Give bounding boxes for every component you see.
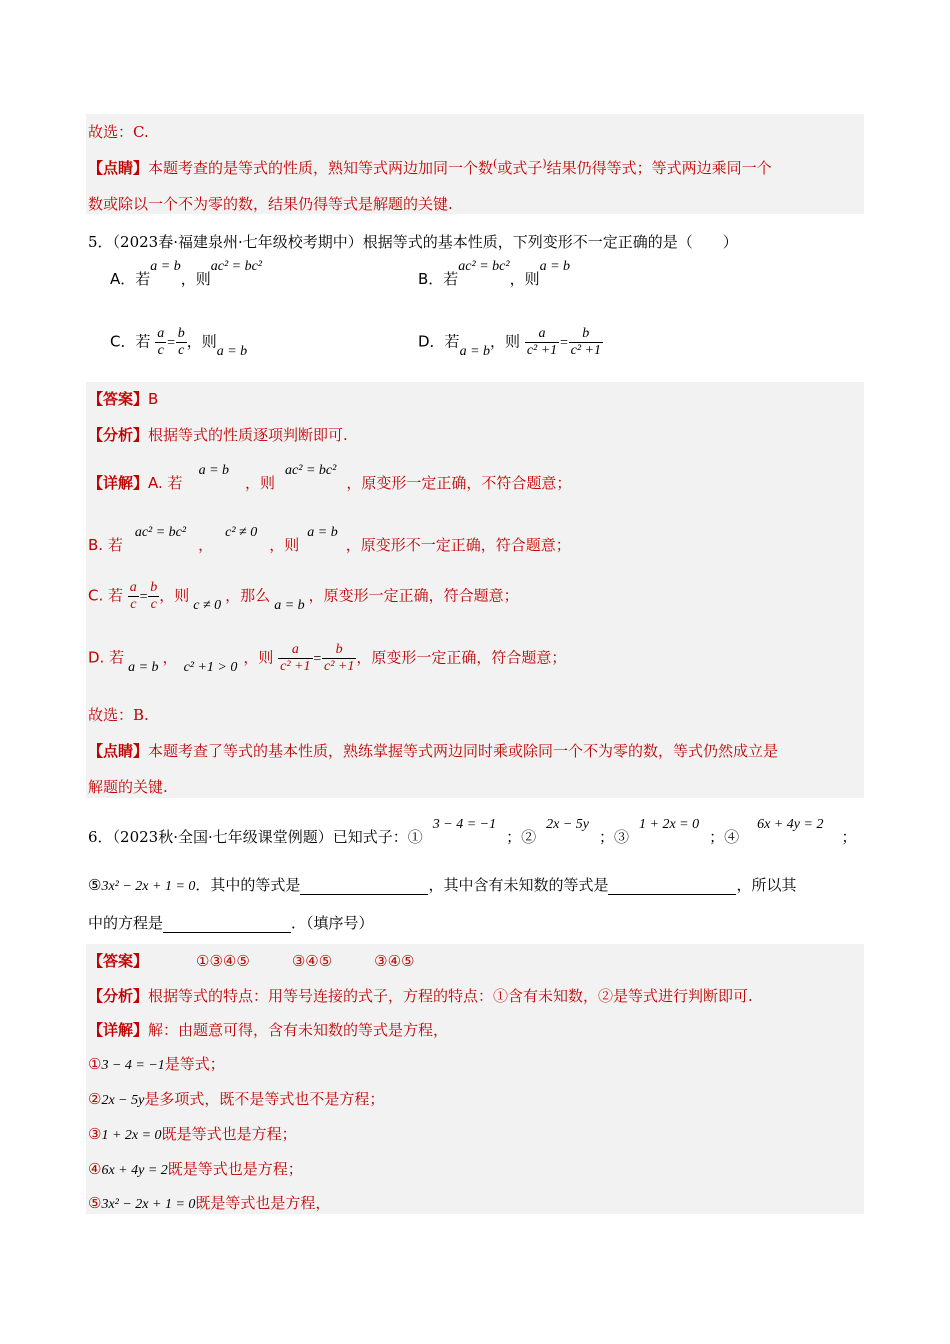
q5-detail-b-math1: ac² = bc²	[134, 525, 187, 540]
q5-opt-b-then: ，则	[509, 270, 540, 288]
q5-detail-c-end: ，原变形一定正确，符合题意；	[308, 586, 519, 605]
q6-d4-text: 既是等式也是方程；	[167, 1160, 303, 1178]
q6-d2-num: ②	[88, 1090, 102, 1108]
q6-sep-3: ；③	[599, 828, 630, 846]
q6-analysis-text: 根据等式的特点：用等号连接的式子，方程的特点：①含有未知数，②是等式进行判断即可.	[148, 987, 753, 1005]
q5-detail-d-label: D. 若	[88, 648, 125, 667]
q5-detail-c-math2: a = b	[274, 597, 305, 613]
q6-stem-line2	[88, 874, 796, 895]
q6-analysis	[88, 985, 753, 1006]
q5-detail-c-frac-left: $\frac{a}{c}$	[129, 580, 137, 612]
q6-analysis-tag: 【分析】	[88, 987, 149, 1005]
q5-detail-b-end: ，原变形不一定正确，符合题意；	[345, 536, 571, 554]
q5-detail-b-then: ，则	[269, 536, 300, 554]
q6-detail-5	[88, 1192, 330, 1213]
q6-answer-1: ①③④⑤	[196, 952, 250, 970]
q5-opt-d-math: a = b	[459, 343, 491, 359]
q5-opt-b-label: B．若	[418, 270, 459, 288]
q5-detail-a-then: ，则	[245, 474, 276, 492]
q4-comment-mid: 或式子	[497, 159, 543, 177]
q5-opt-a-label: A．若	[110, 270, 151, 288]
q6-sep-4: ；④	[709, 828, 740, 846]
q4-comment-text2: 结果仍得等式；等式两边乘同一个	[546, 159, 772, 177]
q6-sep-2: ；②	[506, 828, 537, 846]
q5-detail-b-math2: c² ≠ 0	[225, 525, 258, 540]
q6-stem-text: 6．（2023秋·全国·七年级课堂例题）已知式子：①	[88, 828, 423, 846]
q5-opt-c-frac-left: $\frac{a}{c}$	[157, 326, 165, 358]
q6-d1-text: 是等式；	[164, 1055, 225, 1073]
q6-stem-line1	[88, 817, 857, 847]
q5-opt-c-math: a = b	[216, 343, 248, 359]
q4-comment-text1: 本题考查的是等式的性质，熟知等式两边加同一个数	[148, 159, 494, 177]
q6-answer-tag: 【答案】	[88, 952, 149, 970]
q5-option-a	[110, 259, 263, 289]
q6-d1-num: ①	[88, 1055, 102, 1073]
q5-opt-d-frac-left: $\frac{a}{\text{c² +1}}$	[526, 326, 558, 358]
q6-d2-text: 是多项式，既不是等式也不是方程；	[144, 1090, 385, 1108]
q4-comment-line1	[88, 157, 772, 178]
q5-detail-b	[88, 525, 571, 555]
q4-comment-paren-open: (	[493, 157, 498, 170]
q5-stem: 5．（2023春·福建泉州·七年级校考期中）根据等式的基本性质，下列变形不一定正确的是（ ）	[88, 233, 738, 251]
q5-detail-c-so: ，那么	[225, 586, 271, 605]
q5-comment-text1: 本题考查了等式的基本性质，熟练掌握等式两边同时乘或除同一个不为零的数，等式仍然成立是	[148, 742, 779, 760]
q5-detail-a-math1: a = b	[198, 463, 230, 478]
q5-opt-a-math2: ac² = bc²	[210, 259, 263, 274]
q6-detail-1	[88, 1053, 225, 1074]
q5-detail-d-comma: ，	[162, 648, 178, 667]
q6-d5-text: 既是等式也是方程，	[195, 1194, 331, 1212]
q6-stem-l3-a: 中的方程是	[88, 914, 164, 932]
q6-detail-3	[88, 1123, 297, 1144]
q5-detail-d-math1: a = b	[128, 659, 159, 675]
q5-detail-a-label: A. 若	[148, 474, 183, 492]
q5-detail-a-end: ，原变形一定正确，不符合题意；	[346, 474, 572, 492]
q6-num-5: ⑤	[88, 876, 102, 894]
q5-opt-d-label: D．若	[418, 332, 460, 351]
q6-answer-3: ③④⑤	[374, 952, 415, 970]
q5-detail-d-frac-right: $\frac{b}{\text{c² +1}}$	[323, 642, 355, 674]
q6-expr-3: 1 + 2x = 0	[639, 817, 700, 832]
q5-answer-value: B	[148, 390, 159, 408]
q6-stem-line3	[88, 912, 374, 933]
q5-analysis	[88, 424, 348, 445]
q4-comment-tag: 【点睛】	[88, 159, 149, 177]
q5-detail-a-math2: ac² = bc²	[285, 463, 337, 478]
q5-detail-c-math1: c ≠ 0	[193, 597, 222, 613]
q6-d2-expr: 2x − 5y	[101, 1093, 145, 1108]
q6-blank-2[interactable]	[608, 879, 736, 895]
q5-detail-c-then: ，则	[159, 586, 190, 605]
q5-choice: 故选：B.	[88, 706, 149, 724]
q6-d3-num: ③	[88, 1125, 102, 1143]
q5-analysis-text: 根据等式的性质逐项判断即可.	[148, 426, 348, 444]
q5-detail-c: C. 若 $\frac{a}{c}$ = $\frac{b}{c}$ ，则c ≠ 0，那么a = b，原变形一定正确，符合题意；	[88, 580, 519, 613]
q5-comment-line2: 解题的关键.	[88, 778, 168, 796]
q5-option-c: C．若 $\frac{a}{c}$ = $\frac{b}{c}$ ，则a = b	[110, 326, 248, 359]
q6-expr-2: 2x − 5y	[546, 817, 589, 832]
q6-blank-1[interactable]	[300, 879, 428, 895]
q5-opt-b-math1: ac² = bc²	[458, 259, 510, 274]
q6-d1-expr: 3 − 4 = −1	[101, 1058, 165, 1073]
q5-detail-d-frac-left: $\frac{a}{\text{c² +1}}$	[280, 642, 311, 674]
q5-opt-c-frac-right: $\frac{b}{c}$	[177, 326, 185, 358]
q5-comment-line1	[88, 740, 778, 761]
q5-detail-d-then: ，则	[243, 648, 274, 667]
q6-detail	[88, 1019, 448, 1040]
q5-opt-c-then: ，则	[186, 332, 217, 351]
q5-detail-b-math3: a = b	[307, 525, 338, 540]
q6-d4-num: ④	[88, 1160, 102, 1178]
q5-opt-d-frac-right: $\frac{b}{\text{c² +1}}$	[570, 326, 601, 358]
q6-blank-3[interactable]	[163, 917, 291, 933]
q5-detail-c-frac-right: $\frac{b}{c}$	[150, 580, 158, 612]
q6-expr-4: 6x + 4y = 2	[757, 817, 824, 832]
q5-answer-tag: 【答案】	[88, 390, 149, 408]
q6-d5-expr: 3x² − 2x + 1 = 0	[101, 1197, 196, 1212]
q6-detail-tag: 【详解】	[88, 1021, 149, 1039]
q6-detail-4	[88, 1158, 303, 1179]
q5-opt-b-math2: a = b	[539, 259, 571, 274]
q6-d3-text: 既是等式也是方程；	[161, 1125, 297, 1143]
q6-sep-5: ；	[841, 828, 857, 846]
q5-option-b	[418, 259, 571, 289]
q6-answer	[88, 950, 415, 971]
q6-expr-1: 3 − 4 = −1	[432, 817, 497, 832]
q6-stem-l2-c: ，所以其	[736, 876, 797, 894]
q6-expr-5: 3x² − 2x + 1 = 0	[101, 879, 196, 894]
q5-detail-d-end: ，原变形一定正确，符合题意；	[356, 648, 567, 667]
q5-opt-a-math1: a = b	[150, 259, 181, 274]
q5-opt-a-then: ，则	[180, 270, 211, 288]
q5-comment-tag: 【点睛】	[88, 742, 149, 760]
q5-answer	[88, 388, 158, 409]
q5-opt-d-then: ，则	[490, 332, 521, 351]
q6-stem-l3-b: ．（填序号）	[291, 914, 374, 932]
q5-detail-tag: 【详解】	[88, 474, 149, 492]
q6-stem-l2-a: ．其中的等式是	[195, 876, 301, 894]
q6-answer-2: ③④⑤	[291, 952, 333, 970]
q5-option-d: D．若a = b，则 $\frac{a}{\text{c² +1}}$ = $\frac{b}{\text{c² +1}}$	[418, 326, 601, 359]
q5-detail-a	[88, 463, 572, 493]
q4-comment-line2: 数或除以一个不为零的数，结果仍得等式是解题的关键.	[88, 195, 453, 213]
q6-d5-num: ⑤	[88, 1194, 102, 1212]
q6-detail-text: 解：由题意可得，含有未知数的等式是方程，	[148, 1021, 449, 1039]
q5-detail-d: D. 若a = b，c² +1 > 0，则 $\frac{a}{\text{c² +1}}$ = $\frac{b}{\text{c² +1}}$ ，原变形一定正确，符合题意；	[88, 642, 567, 675]
q5-opt-c-label: C．若	[110, 332, 151, 351]
q5-detail-d-math2: c² +1 > 0	[183, 659, 238, 675]
q6-d3-expr: 1 + 2x = 0	[101, 1128, 162, 1143]
q5-detail-b-comma: ，	[198, 536, 214, 554]
q6-d4-expr: 6x + 4y = 2	[101, 1163, 168, 1178]
q6-stem-l2-b: ，其中含有未知数的等式是	[428, 876, 609, 894]
q4-comment-paren-close: )	[542, 157, 547, 170]
q5-detail-b-label: B. 若	[88, 536, 123, 554]
q5-detail-c-label: C. 若	[88, 586, 124, 605]
q4-choice: 故选：C.	[88, 123, 149, 141]
q6-detail-2	[88, 1088, 384, 1109]
q5-analysis-tag: 【分析】	[88, 426, 149, 444]
